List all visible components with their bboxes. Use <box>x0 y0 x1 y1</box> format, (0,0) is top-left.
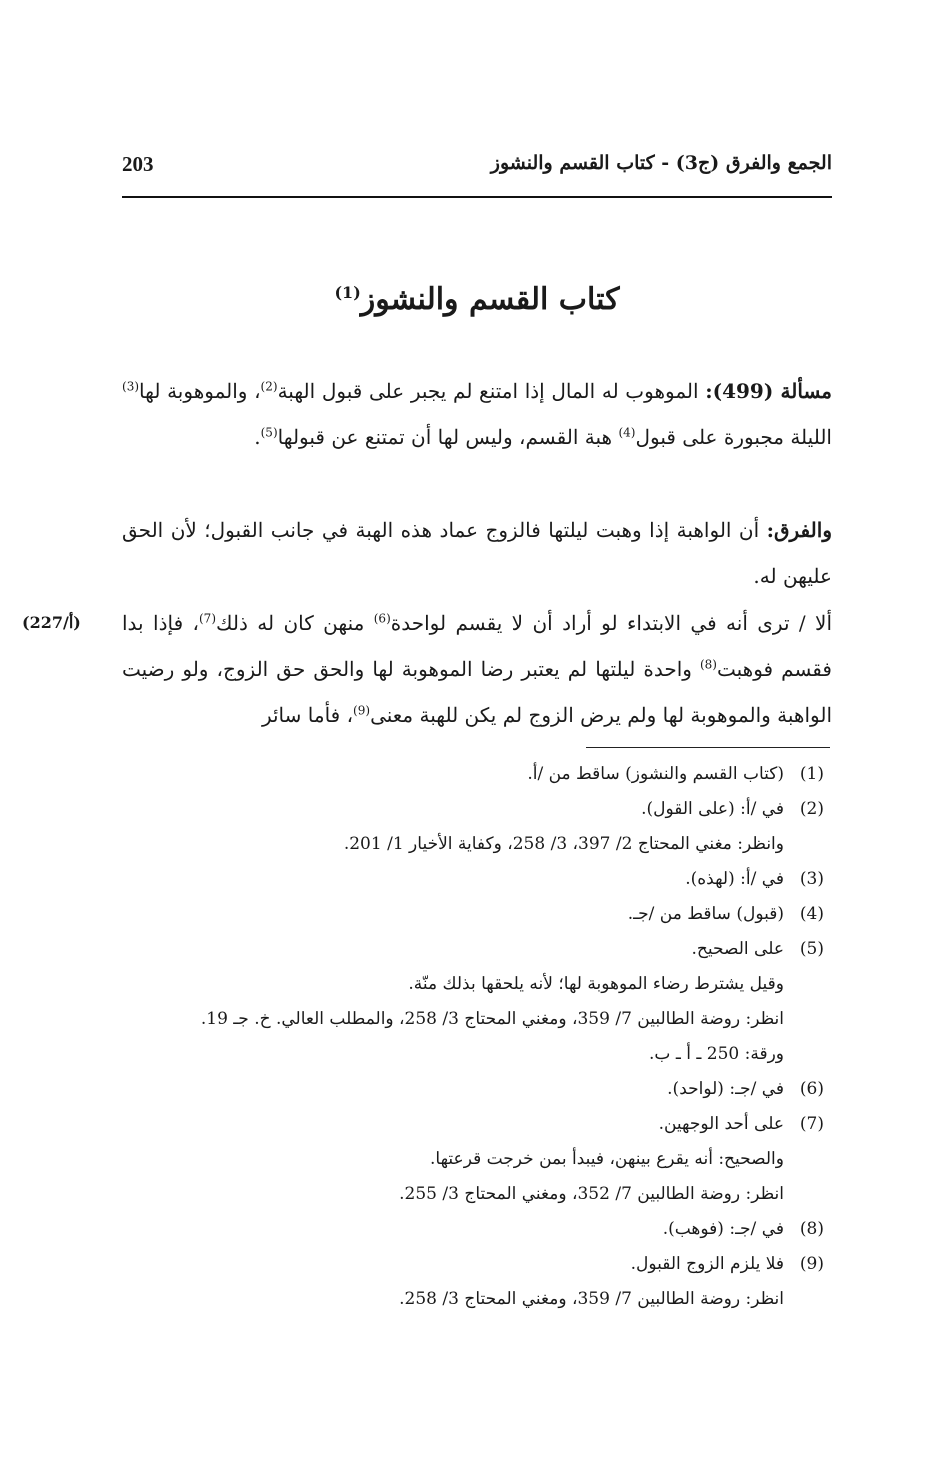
footnote-number: (2) <box>799 799 824 819</box>
chapter-title-note: (1) <box>334 283 361 302</box>
text-run: الليلة مجبورة على قبول <box>635 425 832 449</box>
footnote-item <box>122 1149 832 1184</box>
footnote-item <box>122 1009 832 1044</box>
running-title: الجمع والفرق (ج3) - كتاب القسم والنشوز <box>490 152 832 174</box>
text-run: هبة القسم، وليس لها أن تمتنع عن قبولها <box>277 425 619 449</box>
footnote-item <box>122 974 832 1009</box>
footnote-text: (كتاب القسم والنشوز) ساقط من /أ. <box>527 764 784 784</box>
footnote-item <box>122 1184 832 1219</box>
footnote-item <box>122 1254 832 1289</box>
footnote-number: (6) <box>799 1079 824 1099</box>
text-run: أن الواهبة إذا وهبت ليلتها فالزوج عماد هذه الهبة في جانب القبول؛ لأن الحق عليهن له. <box>122 518 832 588</box>
footnote-ref[interactable]: (7) <box>198 611 216 626</box>
footnote-text: في /أ: (لهذه). <box>685 869 784 889</box>
footnote-ref[interactable]: (9) <box>353 703 371 718</box>
footnote-item <box>122 834 832 869</box>
footnote-text: والصحيح: أنه يقرع بينهن، فيبدأ بمن خرجت قرعتها. <box>430 1149 784 1169</box>
text-run: ، فإذا بدا فقسم فوهبت <box>122 611 832 681</box>
footnote-ref[interactable]: (6) <box>373 611 391 626</box>
footnote-number: (8) <box>799 1219 824 1239</box>
footnote-item <box>122 1079 832 1114</box>
text-run: الموهوب له المال إذا امتنع لم يجبر على قبول الهبة <box>277 379 706 403</box>
footnote-text: وانظر: مغني المحتاج 2/ 397، 3/ 258، وكفاية الأخيار 1/ 201. <box>343 834 784 854</box>
paragraph-explanation <box>122 600 832 738</box>
footnote-ref[interactable]: (3) <box>122 379 140 394</box>
footnote-item <box>122 904 832 939</box>
footnotes-section <box>122 764 832 1324</box>
footnote-number: (5) <box>799 939 824 959</box>
footnote-text: ورقة: 250 ـ أ ـ ب. <box>649 1044 784 1064</box>
footnote-text: (قبول) ساقط من /جـ. <box>627 904 784 924</box>
footnote-item <box>122 1289 832 1324</box>
footnote-text: في /جـ: (فوهب). <box>662 1219 784 1239</box>
footnote-item <box>122 869 832 904</box>
footnote-item <box>122 939 832 974</box>
footnote-item <box>122 1114 832 1149</box>
footnote-ref[interactable]: (8) <box>699 657 717 672</box>
footnote-text: انظر: روضة الطالبين 7/ 359، ومغني المحتاج 3/ 258. <box>399 1289 784 1309</box>
footnote-text: وقيل يشترط رضاء الموهوبة لها؛ لأنه يلحقها بذلك منّة. <box>408 974 784 994</box>
footnote-text: على الصحيح. <box>691 939 784 959</box>
header-rule <box>122 196 832 198</box>
footnote-item <box>122 799 832 834</box>
manuscript-folio-marker: (227/أ) <box>22 613 81 632</box>
page-header <box>122 152 832 192</box>
footnote-number: (1) <box>799 764 824 784</box>
text-run: . <box>254 425 261 449</box>
footnote-item <box>122 1044 832 1079</box>
footnote-item <box>122 764 832 799</box>
footnote-item <box>122 1219 832 1254</box>
footnote-text: فلا يلزم الزوج القبول. <box>630 1254 784 1274</box>
text-run: واحدة ليلتها لم يعتبر رضا الموهوبة لها والحق حق الزوج، ولو رضيت الواهبة والموهوبة لها ولم يرض الزوج لم يكن للهبة معنى <box>122 657 832 727</box>
footnote-text: في /أ: (على القول). <box>641 799 784 819</box>
text-run: ، فأما سائر <box>261 703 354 727</box>
footnote-text: في /جـ: (لواحد). <box>667 1079 784 1099</box>
chapter-title <box>122 282 832 317</box>
footnote-ref[interactable]: (4) <box>618 425 636 440</box>
footnote-separator <box>586 747 830 748</box>
text-run: ، والموهوبة لها <box>139 379 261 403</box>
footnote-number: (9) <box>799 1254 824 1274</box>
footnote-ref[interactable]: (2) <box>260 379 278 394</box>
footnote-text: انظر: روضة الطالبين 7/ 352، ومغني المحتاج 3/ 255. <box>399 1184 784 1204</box>
footnote-text: على أحد الوجهين. <box>658 1114 784 1134</box>
footnote-ref[interactable]: (5) <box>260 425 278 440</box>
chapter-title-text: كتاب القسم والنشوز <box>360 282 620 317</box>
text-run: ألا / ترى أنه في الابتداء لو أراد أن لا يقسم لواحدة <box>390 611 832 635</box>
footnote-number: (4) <box>799 904 824 924</box>
question-label: مسألة (499): <box>705 379 833 403</box>
paragraph-question <box>122 368 832 460</box>
difference-label: والفرق: <box>766 518 832 542</box>
page-number: 203 <box>122 152 154 176</box>
text-run: منهن كان له ذلك <box>216 611 374 635</box>
paragraph-difference <box>122 507 832 599</box>
footnote-number: (3) <box>799 869 824 889</box>
footnote-number: (7) <box>799 1114 824 1134</box>
footnote-text: انظر: روضة الطالبين 7/ 359، ومغني المحتاج 3/ 258، والمطلب العالي. خ. جـ 19. <box>200 1009 784 1029</box>
